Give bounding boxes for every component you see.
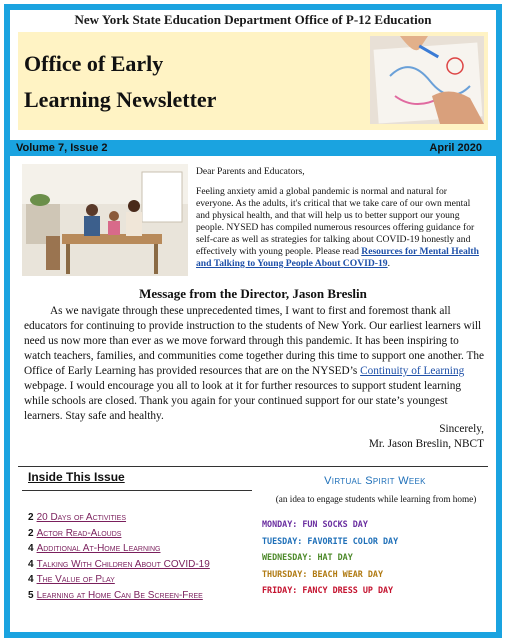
page-number: 2	[28, 527, 34, 539]
letter-greeting: Dear Parents and Educators,	[196, 166, 305, 177]
inside-link-screen-free[interactable]: Learning at Home Can Be Screen-Free	[36, 589, 203, 601]
director-message-body	[24, 304, 486, 424]
list-item	[28, 526, 268, 542]
page-number: 4	[28, 574, 34, 586]
director-text-2: webpage. I would encourage you all to look at it for further resources to support student learning while schools are closed. Thank you again for your continued support for our state’s youngest learners. Stay safe and healthy.	[24, 380, 461, 422]
spirit-day-friday: FRIDAY: FANCY DRESS UP DAY	[262, 585, 394, 596]
newsletter-title	[24, 46, 216, 118]
inside-this-issue-heading: Inside This Issue	[28, 470, 125, 484]
inside-link-read-alouds[interactable]: Actor Read-Alouds	[36, 527, 122, 539]
inside-link-value-of-play[interactable]: The Value of Play	[36, 574, 115, 586]
spirit-day-thursday: THURSDAY: BEACH WEAR DAY	[262, 568, 384, 579]
section-divider	[18, 466, 488, 467]
issue-bar	[10, 140, 496, 156]
spirit-day-wednesday: WEDNESDAY: HAT DAY	[262, 552, 353, 563]
masthead	[18, 32, 488, 130]
director-message-heading: Message from the Director, Jason Breslin	[139, 286, 367, 301]
page-number: 4	[28, 543, 34, 555]
continuity-of-learning-link[interactable]: Continuity of Learning	[360, 365, 465, 377]
list-item	[28, 588, 268, 604]
inside-link-at-home-learning[interactable]: Additional At-Home Learning	[36, 543, 161, 555]
list-item	[28, 572, 268, 588]
spirit-week-days	[262, 516, 398, 599]
department-heading: New York State Education Department Office of P-12 Education	[74, 12, 432, 27]
spirit-day-monday: MONDAY: FUN SOCKS DAY	[262, 519, 368, 529]
title-line-1: Office of Early	[24, 51, 164, 76]
letter-body	[196, 186, 486, 270]
page-number: 5	[28, 589, 34, 601]
letter-body-end: .	[387, 258, 390, 269]
title-line-2: Learning Newsletter	[24, 87, 217, 112]
list-item	[28, 510, 268, 526]
signature-text: Mr. Jason Breslin, NBCT	[368, 438, 484, 450]
list-item	[28, 557, 268, 573]
inside-heading-rule	[22, 490, 252, 491]
spirit-week-subtitle: (an idea to engage students while learning from home)	[275, 494, 477, 504]
parents-letter	[196, 166, 486, 278]
child-drawing-photo	[370, 36, 484, 124]
mental-health-resources-link[interactable]: Resources for Mental Health and Talking to Young People About COVID-19	[196, 246, 479, 269]
letter-body-text: Feeling anxiety amid a global pandemic is normal and natural for everyone. As the adults, it's critical that we take care of our own mental and physical health, and that will help us to better support our young people. NYSED has compiled numerous resources offering guidance for self-care as well as strategies for talking about COVID-19 honestly and effectively with young people. Please read	[196, 186, 475, 257]
family-kitchen-photo	[22, 164, 188, 276]
page-number: 4	[28, 558, 34, 570]
issue-volume: Volume 7, Issue 2	[16, 142, 108, 154]
family-kitchen-illustration	[22, 164, 188, 276]
spirit-week-title: Virtual Spirit Week	[324, 475, 426, 487]
newsletter-frame	[4, 4, 502, 638]
list-item	[28, 541, 268, 557]
inside-link-activities[interactable]: 20 Days of Activities	[36, 512, 127, 523]
inside-issue-list	[28, 510, 268, 604]
inside-link-covid-talk[interactable]: Talking With Children About COVID-19	[36, 558, 210, 570]
page-number: 2	[28, 512, 34, 523]
director-text-1: As we navigate through these unprecedented times, I want to first and foremost thank all educators for continuing to provide instruction to the students of New York. Our earliest learners will need us now more than ever as we move forward through this pandemic. It has been inspiring to watch teachers, families, and communities come together during this time to support one another. The Office of Early Learning has provided resources that are on the NYSED’s	[24, 305, 485, 377]
child-drawing-illustration	[370, 36, 484, 124]
spirit-day-tuesday: TUESDAY: FAVORITE COLOR DAY	[262, 535, 399, 546]
issue-date: April 2020	[429, 142, 482, 154]
director-signoff	[369, 422, 484, 452]
signoff-text: Sincerely,	[439, 423, 484, 435]
